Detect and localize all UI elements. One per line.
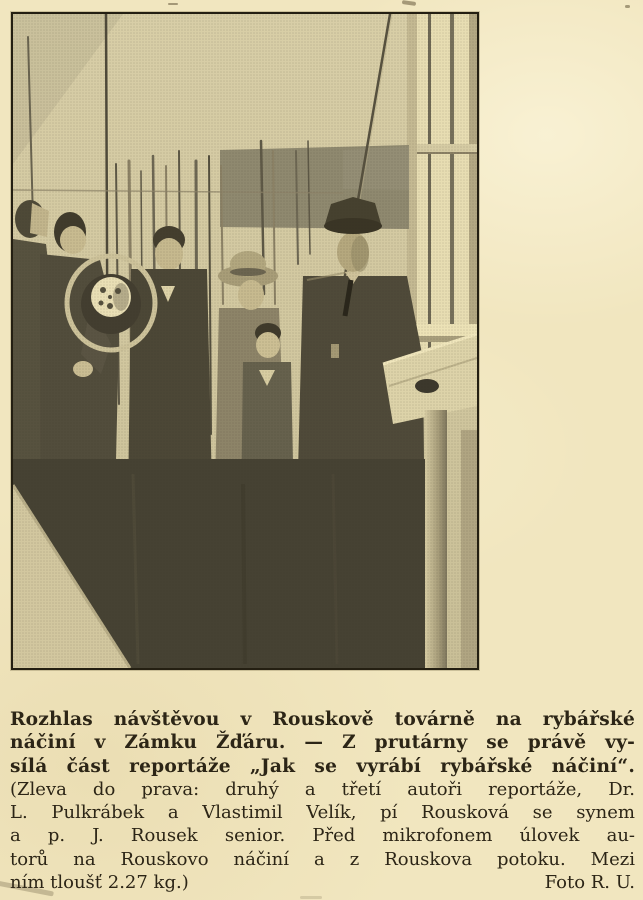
scan-speck (168, 3, 178, 5)
caption-line-2: náčiní v Zámku Žďáru. — Z prutárny se právě vy- (10, 732, 635, 754)
caption-line-4: (Zleva do prava: druhý a třetí autoři reportáže, Dr. (10, 778, 635, 800)
scan-speck (402, 0, 416, 6)
caption-line-8 (10, 871, 635, 894)
caption-line-5: L. Pulkrábek a Vlastimil Velík, pí Rousková se synem (10, 802, 635, 824)
scan-speck (625, 5, 630, 8)
photo-credit: Foto R. U. (544, 872, 635, 894)
caption-line-3: sílá část reportáže „Jak se vyrábí rybářské náčiní“. (10, 755, 635, 777)
photo-caption (10, 708, 635, 894)
caption-line-6: a p. J. Rousek senior. Před mikrofonem úlovek au- (10, 825, 635, 847)
press-photo (11, 12, 479, 670)
photo-halftone-overlay (13, 14, 477, 668)
caption-line-7: torů na Rouskovo náčiní a z Rouskova potoku. Mezi (10, 848, 635, 870)
caption-line-1: Rozhlas návštěvou v Rouskově továrně na rybářské (10, 709, 635, 730)
press-photo-image (13, 14, 477, 668)
scan-speck (300, 896, 322, 899)
caption-last-text: ním tloušť 2.27 kg.) (10, 872, 189, 894)
